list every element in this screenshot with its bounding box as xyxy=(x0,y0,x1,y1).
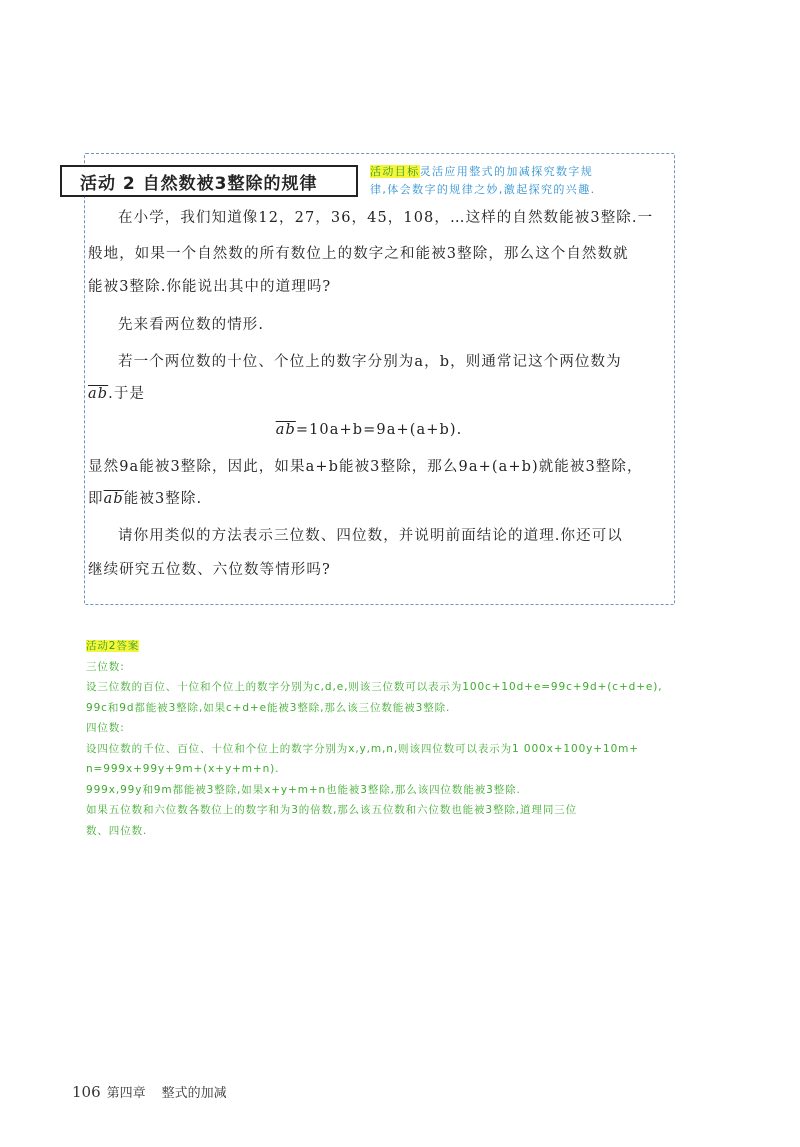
goal-line2: 律,体会数字的规律之妙,激起探究的兴趣. xyxy=(370,183,596,196)
conclusion-suffix: 能被3整除. xyxy=(123,491,203,507)
paragraph-two-digit: 先来看两位数的情形. xyxy=(118,317,265,333)
answer-line: 四位数: xyxy=(86,722,125,734)
answer-line: 数、四位数. xyxy=(86,824,148,837)
chapter-label: 第四章 xyxy=(106,1086,146,1101)
intro-line1: 在小学，我们知道像12，27，36，45，108，…这样的自然数能被3整除.一 xyxy=(118,210,654,226)
answer-line: 如果五位数和六位数各数位上的数字和为3的倍数,那么该五位数和六位数也能被3整除,道理同三位 xyxy=(86,804,578,816)
activity-title: 活动 2 自然数被3整除的规律 xyxy=(60,165,358,197)
paragraph-conclusion-line2 xyxy=(88,489,670,510)
answer-line: 999x,99y和9m都能被3整除,如果x+y+m+n也能被3整除,那么该四位数能被3整除. xyxy=(86,783,521,796)
answer-line: 三位数: xyxy=(86,660,125,673)
answer-line: n=999x+99y+9m+(x+y+m+n). xyxy=(86,763,280,775)
intro-line3: 能被3整除.你能说出其中的道理吗? xyxy=(88,279,332,295)
answer-section xyxy=(86,636,726,841)
goal-line1: 灵活应用整式的加减探究数字规 xyxy=(419,165,594,178)
ab-overline: $\overline{ab}$ xyxy=(88,386,109,402)
page-number: 106 xyxy=(72,1083,101,1101)
formula xyxy=(88,420,670,441)
answer-line: 99c和9d都能被3整除,如果c+d+e能被3整除,那么该三位数能被3整除. xyxy=(86,701,451,714)
answer-line: 设三位数的百位、十位和个位上的数字分别为c,d,e,则该三位数可以表示为100c+10d+e=99c+9d+(c+d+e), xyxy=(86,681,663,693)
goal-label: 活动目标 xyxy=(370,165,420,178)
formula-ab: $\overline{ab}$ xyxy=(275,422,296,438)
answer-label: 活动2答案 xyxy=(86,640,140,652)
answer-line: 设四位数的千位、百位、十位和个位上的数字分别为x,y,m,n,则该四位数可以表示为1 000x+100y+10m+ xyxy=(86,742,639,755)
define-rest: .于是 xyxy=(108,386,146,402)
conclusion-ab: $\overline{ab}$ xyxy=(103,491,124,507)
paragraph-intro xyxy=(88,208,670,229)
intro-line2: 般地，如果一个自然数的所有数位上的数字之和能被3整除，那么这个自然数就 xyxy=(88,246,629,262)
page-footer xyxy=(72,1082,227,1101)
paragraph-task-line2: 继续研究五位数、六位数等情形吗? xyxy=(88,562,331,578)
activity-goal xyxy=(370,163,670,199)
paragraph-conclusion-line1: 显然9a能被3整除，因此，如果a+b能被3整除，那么9a+(a+b)就能被3整除， xyxy=(88,459,643,475)
formula-rest: =10a+b=9a+(a+b). xyxy=(295,422,463,438)
chapter-title: 整式的加减 xyxy=(161,1086,227,1101)
conclusion-prefix: 即 xyxy=(88,491,104,507)
paragraph-define-line2 xyxy=(88,384,670,405)
paragraph-define-line1: 若一个两位数的十位、个位上的数字分别为a，b，则通常记这个两位数为 xyxy=(118,354,622,370)
paragraph-task-line1: 请你用类似的方法表示三位数、四位数，并说明前面结论的道理.你还可以 xyxy=(118,528,623,544)
